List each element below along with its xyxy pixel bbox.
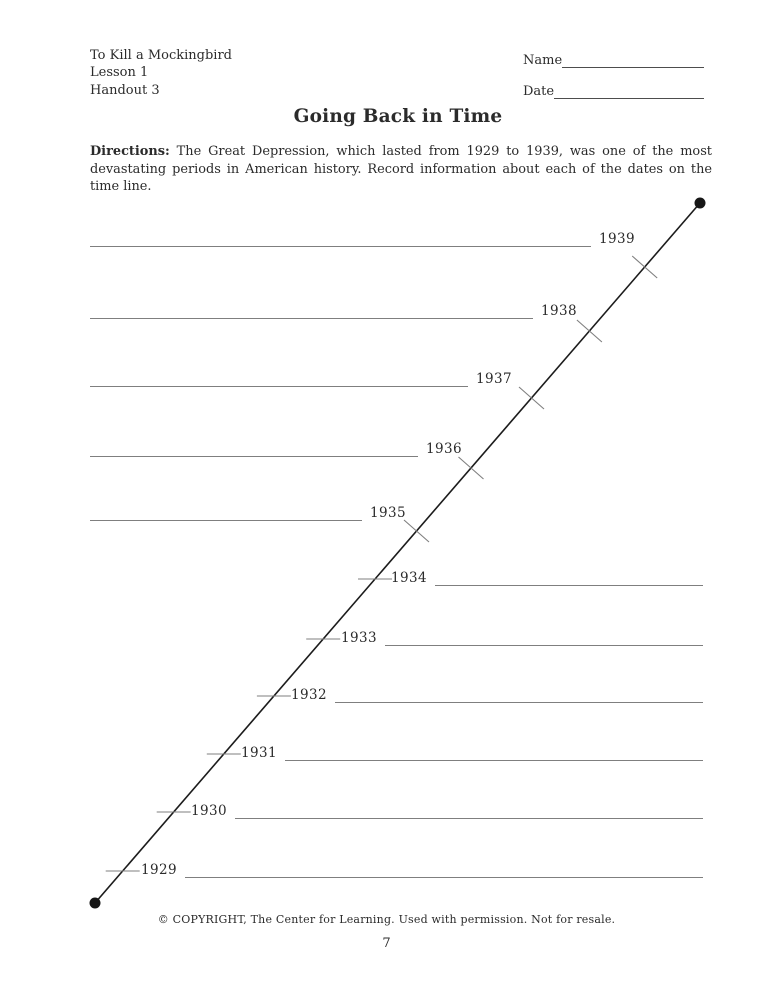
year-label-1936: 1936 bbox=[426, 441, 462, 457]
writing-line-1934 bbox=[435, 585, 703, 586]
year-tick-1935 bbox=[404, 520, 429, 542]
writing-line-1930 bbox=[235, 818, 703, 819]
copyright-notice: © COPYRIGHT, The Center for Learning. Used with permission. Not for resale. bbox=[157, 913, 616, 926]
year-tick-1936 bbox=[459, 457, 484, 479]
writing-line-1935 bbox=[90, 520, 362, 521]
year-label-1935: 1935 bbox=[370, 505, 406, 521]
unit-title: To Kill a Mockingbird bbox=[90, 48, 232, 63]
year-label-1933: 1933 bbox=[341, 630, 377, 646]
year-label-1938: 1938 bbox=[541, 303, 577, 319]
writing-line-1933 bbox=[385, 645, 703, 646]
directions-label: Directions: bbox=[90, 144, 170, 159]
year-tick-1937 bbox=[519, 387, 544, 409]
writing-line-1936 bbox=[90, 456, 418, 457]
page-number: 7 bbox=[382, 936, 391, 951]
writing-line-1938 bbox=[90, 318, 533, 319]
year-label-1932: 1932 bbox=[291, 687, 327, 703]
directions-text: The Great Depression, which lasted from 1929 to 1939, was one of the most devastating periods in American history. Record information about each of the dates on the time line. bbox=[90, 144, 712, 195]
date-label: Date bbox=[523, 84, 555, 99]
writing-line-1939 bbox=[90, 246, 591, 247]
year-label-1939: 1939 bbox=[599, 231, 635, 247]
timeline-line bbox=[95, 203, 700, 903]
year-label-1937: 1937 bbox=[476, 371, 512, 387]
year-label-1929: 1929 bbox=[141, 862, 177, 878]
year-label-1930: 1930 bbox=[191, 803, 227, 819]
year-tick-1938 bbox=[577, 320, 602, 342]
timeline-start-dot bbox=[90, 898, 101, 909]
writing-line-1937 bbox=[90, 386, 468, 387]
writing-line-1932 bbox=[335, 702, 703, 703]
lesson-number: Lesson 1 bbox=[90, 65, 149, 81]
name-label: Name bbox=[523, 53, 563, 68]
year-label-1934: 1934 bbox=[391, 570, 427, 586]
page-title: Going Back in Time bbox=[293, 106, 503, 127]
handout-number: Handout 3 bbox=[90, 82, 160, 98]
year-tick-1939 bbox=[632, 256, 657, 278]
year-label-1931: 1931 bbox=[241, 745, 277, 761]
writing-line-1931 bbox=[285, 760, 703, 761]
timeline-end-dot bbox=[695, 198, 706, 209]
writing-line-1929 bbox=[185, 877, 703, 878]
